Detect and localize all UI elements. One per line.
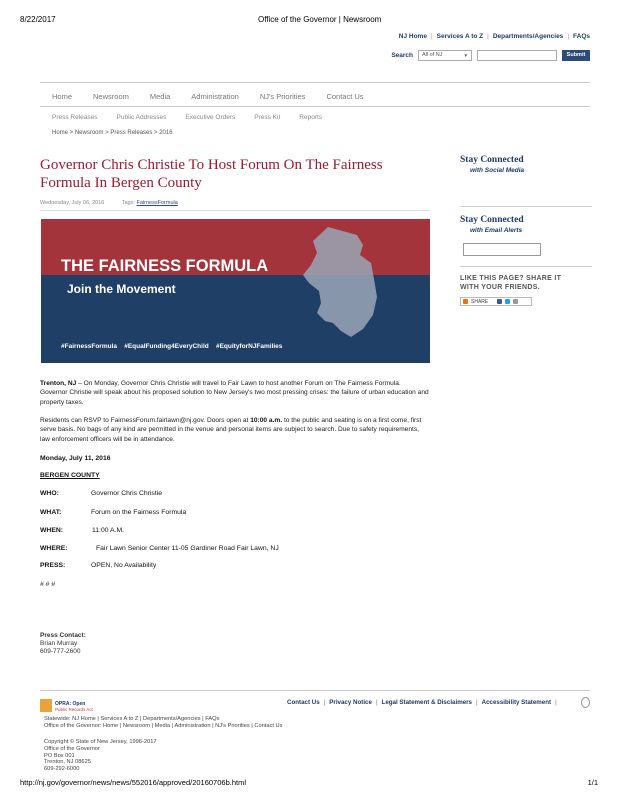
footer-address [44,739,157,773]
divider [40,690,590,691]
opra-logo-line-1: OPRA: Open [55,701,86,707]
search-label: Search [391,52,413,59]
sub-nav-public-addresses[interactable]: Public Addresses [116,114,167,121]
detail-value-where: Fair Lawn Senior Center 11-05 Gardiner Road Fair Lawn, NJ [96,545,279,552]
banner-title: THE FAIRNESS FORMULA [61,257,269,275]
divider [460,266,592,267]
banner-graphic [41,219,430,363]
press-contact [40,632,86,656]
paragraph-rsvp [40,416,430,444]
office-links[interactable]: Office of the Governor: Home | Newsroom | Media | Administration | NJ's Priorities | Contact Us [44,723,283,729]
detail-value-who: Governor Chris Christie [91,490,163,497]
footer-contact-us[interactable]: Contact Us [287,699,320,706]
page-title [40,156,420,192]
article-meta [40,200,178,206]
sub-nav-reports[interactable]: Reports [299,114,323,121]
share-label: SHARE [471,298,489,305]
doors-time: 10:00 a.m. [250,417,283,424]
share-prompt [460,274,590,292]
email-alert-input[interactable] [463,243,541,256]
banner-hashtags: #FairnessFormula #EqualFunding4EveryChild #EquityforNJFamilies [61,343,283,350]
top-nav-faqs[interactable]: FAQs [573,33,590,40]
footer-privacy[interactable]: Privacy Notice [329,699,372,706]
search-input[interactable] [477,50,557,61]
top-nav: NJ Home | Services A to Z | Departments/Agencies | FAQs [398,33,590,40]
email-alerts-link[interactable]: with Email Alerts [470,227,523,234]
main-nav [52,92,385,101]
address-line-4: 609-292-6000 [44,766,80,773]
event-date: Monday, July 11, 2016 [40,455,111,462]
main-nav-newsroom[interactable]: Newsroom [93,92,129,101]
footer-links: Contact Us | Privacy Notice | Legal Statement & Disclaimers | Accessibility Statement | [287,699,557,706]
headline-line-2: Formula In Bergen County [40,175,202,191]
main-nav-home[interactable]: Home [52,92,73,101]
print-page-number: 1/1 [587,778,598,787]
facebook-icon [497,299,502,304]
detail-label-press: PRESS: [40,562,66,569]
detail-value-press: OPEN, No Availability [91,562,157,569]
detail-label-who: WHO: [40,490,59,497]
main-nav-contact[interactable]: Contact Us [326,92,364,101]
search-submit-button[interactable]: Submit [562,50,590,61]
print-date: 8/22/2017 [20,15,56,24]
headline-line-1: Governor Chris Christie To Host Forum On The Fairness [40,157,383,173]
stay-connected-social-title: Stay Connected [460,155,524,165]
rsvp-text-a: Residents can RSVP to FairnessForum.fairlawn@nj.gov. Doors open at [40,417,251,424]
fairness-formula-banner [41,219,430,363]
share-prompt-line-1: LIKE THIS PAGE? SHARE IT [460,275,562,282]
email-icon [513,299,518,304]
print-url: http://nj.gov/governor/news/news/552016/approved/20160706b.html [20,778,246,787]
chevron-down-icon: ▼ [463,53,468,58]
article-date: Wednesday, July 06, 2016 [40,200,105,206]
banner-subtitle: Join the Movement [67,282,176,296]
footer-legal[interactable]: Legal Statement & Disclaimers [381,699,472,706]
footer-accessibility[interactable]: Accessibility Statement [481,699,552,706]
accessibility-icon[interactable] [581,697,590,708]
detail-value-what: Forum on the Fairness Formula [91,509,187,516]
search-scope-select[interactable] [418,50,472,61]
opra-logo-graphic [40,698,110,714]
breadcrumb[interactable]: Home > Newsroom > Press Releases > 2016 [52,130,173,136]
sub-nav-press-releases[interactable]: Press Releases [52,114,98,121]
share-button[interactable] [460,297,532,306]
main-nav-administration[interactable]: Administration [191,92,239,101]
divider [40,106,590,107]
sub-nav-press-kit[interactable]: Press Kit [254,114,281,121]
print-title: Office of the Governor | Newsroom [258,15,382,24]
tags-label: Tags: [121,200,135,206]
address-line-1: Office of the Governor [44,745,100,752]
top-nav-departments[interactable]: Departments/Agencies [492,33,564,40]
end-marks: # # # [40,581,56,588]
opra-logo-line-2: Public Records Act [55,707,93,712]
county-heading: BERGEN COUNTY [40,472,100,479]
paragraph-intro [40,379,430,407]
press-contact-label: Press Contact: [40,632,86,639]
twitter-icon [505,299,510,304]
detail-value-when: 11:00 A.M. [92,527,124,534]
rsvp-text-b: to the public and seating is on a first come, first serve basis. No bags of any kind are permitted in the venue and personal items are subject to search. Due to safety requirements, law enforcement officers will be in attendance. [40,417,422,443]
opra-logo[interactable] [40,698,110,714]
opra-badge [40,699,52,712]
search-bar [391,50,590,61]
main-nav-media[interactable]: Media [149,92,171,101]
detail-label-when: WHEN: [40,527,64,534]
detail-label-where: WHERE: [40,545,68,552]
tag-link[interactable]: FairnessFormula [136,200,178,206]
copyright: Copyright © State of New Jersey, 1996-2017 [44,739,157,745]
sub-nav [52,114,341,121]
main-nav-priorities[interactable]: NJ's Priorities [259,92,306,101]
press-contact-name: Brian Murray [40,640,78,647]
share-icon [463,299,468,304]
top-nav-nj-home[interactable]: NJ Home [398,33,427,40]
dateline: Trenton, NJ [40,380,77,387]
divider [460,206,592,207]
address-line-2: PO Box 001 [44,752,75,759]
press-contact-phone: 609-777-2600 [40,648,81,655]
social-media-link[interactable]: with Social Media [470,167,525,174]
divider [40,82,590,83]
sub-nav-executive-orders[interactable]: Executive Orders [185,114,236,121]
detail-label-what: WHAT: [40,509,62,516]
top-nav-services[interactable]: Services A to Z [436,33,484,40]
search-scope-value: All of NJ [422,52,443,58]
address-line-3: Trenton, NJ 08625 [44,759,91,766]
divider [40,210,430,211]
stay-connected-email-title: Stay Connected [460,215,524,225]
paragraph-intro-text: – On Monday, Governor Chris Christie will travel to Fair Lawn to host another Forum on The Fairness Formula. Governor Christie will speak about his proposed solution to New Jersey's two most pressing crises: the failure of urban education and property taxes. [40,380,429,406]
statewide-links[interactable]: Statewide: NJ Home | Services A to Z | Departments/Agencies | FAQs [44,716,220,722]
share-prompt-line-2: WITH YOUR FRIENDS. [460,284,540,291]
